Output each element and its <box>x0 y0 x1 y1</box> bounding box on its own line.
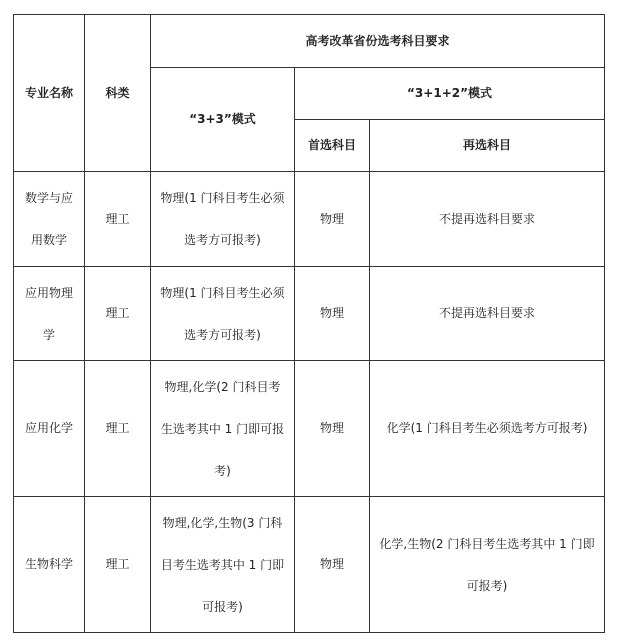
subject-requirements-table <box>13 14 605 633</box>
first-choice-cell: 物理 <box>295 172 370 267</box>
first-choice-cell: 物理 <box>295 497 370 633</box>
header-major: 专业名称 <box>14 15 85 172</box>
major-cell <box>14 497 85 633</box>
mode-33-line: 选考方可报考) <box>184 327 261 342</box>
header-row-1 <box>14 15 605 68</box>
header-second-choice: 再选科目 <box>370 120 605 172</box>
major-line: 生物科学 <box>24 557 73 571</box>
major-cell <box>14 361 85 497</box>
major-cell <box>14 267 85 361</box>
first-choice-cell: 物理 <box>295 267 370 361</box>
header-category: 科类 <box>85 15 151 172</box>
second-choice-cell <box>370 267 605 361</box>
header-mode-312: “3+1+2”模式 <box>295 68 605 120</box>
mode-33-cell <box>151 172 295 267</box>
second-choice-line: 不提再选科目要求 <box>439 211 536 226</box>
mode-33-line: 目考生选考其中 1 门即 <box>160 557 285 572</box>
mode-33-cell <box>151 361 295 497</box>
second-choice-line: 不提再选科目要求 <box>439 306 536 320</box>
mode-33-line: 物理,化学(2 门科目考 <box>164 379 281 394</box>
major-cell <box>14 172 85 267</box>
header-first-choice: 首选科目 <box>295 120 370 172</box>
second-choice-cell <box>370 497 605 633</box>
mode-33-line: 可报考) <box>202 599 243 614</box>
header-mode-33: “3+3”模式 <box>151 68 295 172</box>
major-line: 用数学 <box>30 233 67 247</box>
mode-33-line: 物理(1 门科目考生必须 <box>160 285 285 300</box>
table-row <box>14 267 605 361</box>
mode-33-cell <box>151 267 295 361</box>
table-row <box>14 361 605 497</box>
mode-33-line: 选考方可报考) <box>184 233 261 247</box>
mode-33-cell <box>151 497 295 633</box>
header-reform-title: 高考改革省份选考科目要求 <box>151 15 605 68</box>
category-cell: 理工 <box>85 497 151 633</box>
category-cell: 理工 <box>85 172 151 267</box>
second-choice-cell <box>370 172 605 267</box>
second-choice-line: 化学(1 门科目考生必须选考方可报考) <box>386 421 588 435</box>
major-line: 数学与应 <box>24 191 73 205</box>
major-line: 应用化学 <box>24 421 73 435</box>
mode-33-line: 物理(1 门科目考生必须 <box>160 191 285 205</box>
major-line: 学 <box>42 327 55 342</box>
mode-33-line: 生选考其中 1 门即可报 <box>160 421 285 436</box>
major-line: 应用物理 <box>24 285 73 300</box>
mode-33-line: 考) <box>214 463 231 478</box>
second-choice-cell <box>370 361 605 497</box>
second-choice-line: 可报考) <box>466 578 508 593</box>
table-row <box>14 497 605 633</box>
second-choice-line: 化学,生物(2 门科目考生选考其中 1 门即 <box>379 536 595 551</box>
first-choice-cell: 物理 <box>295 361 370 497</box>
category-cell: 理工 <box>85 267 151 361</box>
mode-33-line: 物理,化学,生物(3 门科 <box>162 515 283 530</box>
table-row <box>14 172 605 267</box>
category-cell: 理工 <box>85 361 151 497</box>
